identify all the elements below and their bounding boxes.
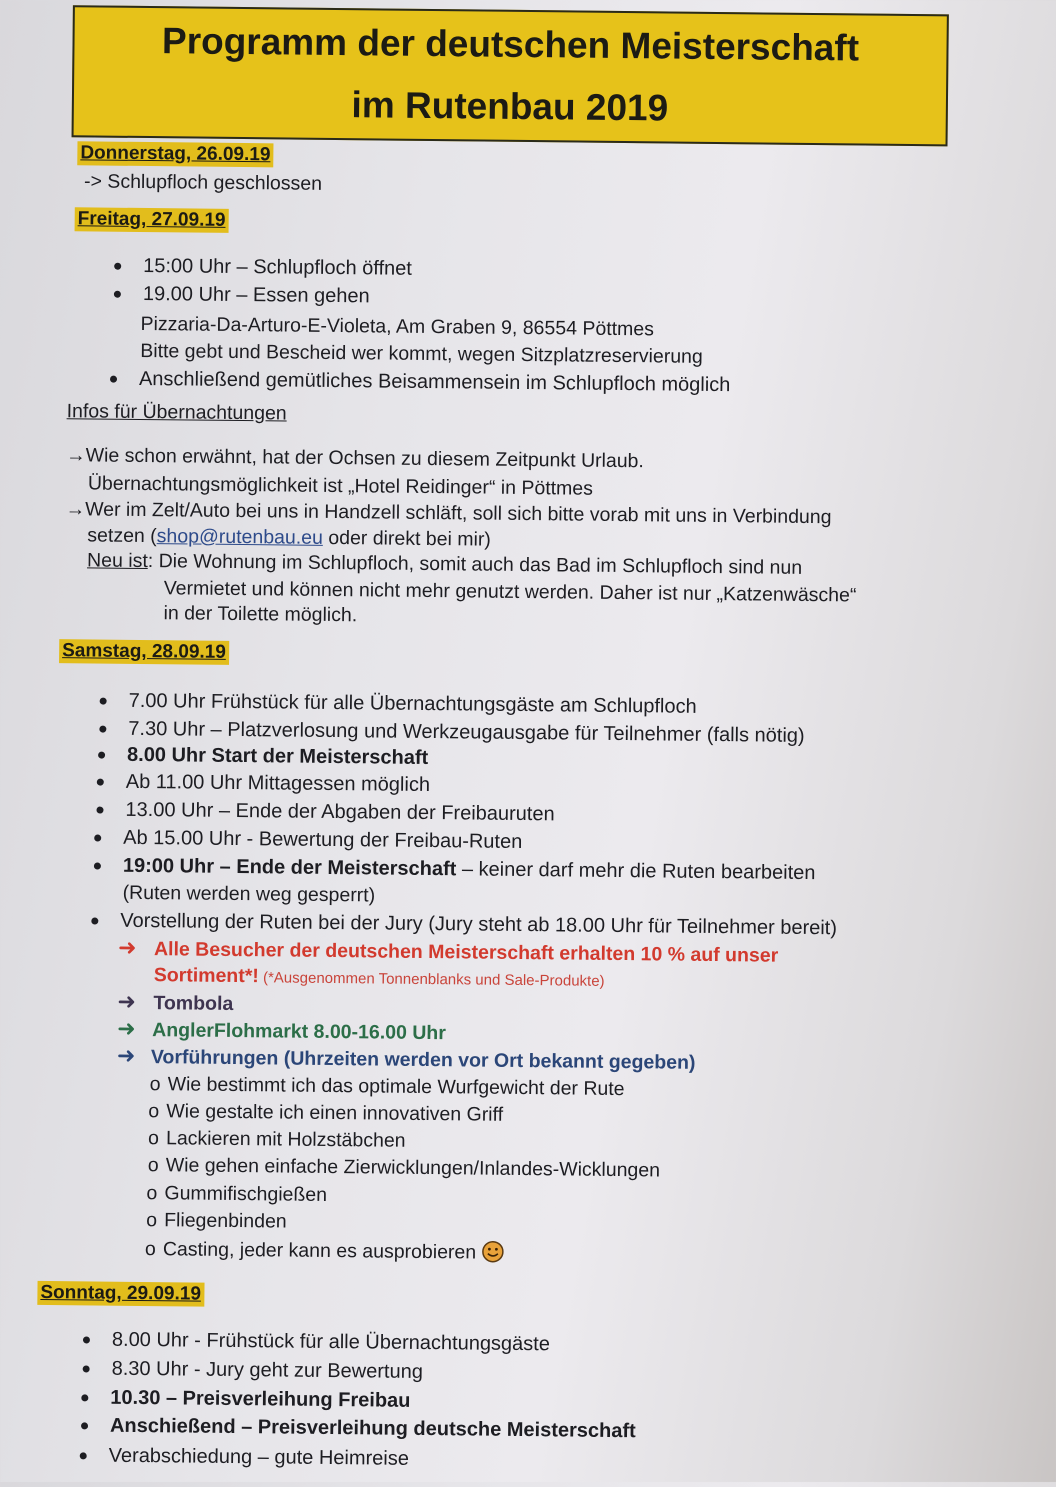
saturday-item: 13.00 Uhr – Ende der Abgaben der Freibauruten <box>125 798 555 826</box>
arrow-right-icon: → <box>65 498 86 521</box>
flohmarkt: AnglerFlohmarkt 8.00-16.00 Uhr <box>152 1019 446 1045</box>
demo-item: o Wie gehen einfache Zierwicklungen/Inlandes-Wicklungen <box>147 1154 661 1182</box>
sunday-item: Verabschiedung – gute Heimreise <box>108 1444 410 1470</box>
discount-note: (*Ausgenommen Tonnenblanks und Sale-Produkte) <box>258 969 605 990</box>
discount-line: Alle Besucher der deutschen Meisterschaft erhalten 10 % auf unser <box>153 938 779 967</box>
saturday-item-end <box>123 854 816 885</box>
friday-item-cont: Bitte gebt und Bescheid wer kommt, wegen Sitzplatzreservierung <box>140 339 703 368</box>
sunday-item: Anschießend – Preisverleihung deutsche Meisterschaft <box>109 1414 636 1443</box>
sunday-item: 8.00 Uhr - Frühstück für alle Übernachtungsgäste <box>111 1328 551 1356</box>
demo-text: Wie gehen einfache Zierwicklungen/Inlandes-Wicklungen <box>165 1154 661 1182</box>
infos-arrow-1-cont: Übernachtungsmöglichkeit ist „Hotel Reidinger“ in Pöttmes <box>87 472 594 500</box>
demo-item: o Gummifischgießen <box>146 1182 328 1206</box>
saturday-item: Ab 11.00 Uhr Mittagessen möglich <box>125 770 431 797</box>
demo-text: Fliegenbinden <box>164 1209 287 1233</box>
vorfuehrungen: Vorführungen (Uhrzeiten werden vor Ort bekannt gegeben) <box>150 1046 696 1074</box>
date-friday: Freitag, 27.09.19 <box>75 207 229 233</box>
title-line-2: im Rutenbau 2019 <box>351 84 669 129</box>
email-link[interactable]: shop@rutenbau.eu <box>156 525 324 549</box>
demo-text: Lackieren mit Holzstäbchen <box>165 1127 406 1152</box>
sunday-item: 10.30 – Preisverleihung Freibau <box>110 1386 411 1412</box>
discount-line-cont <box>154 963 605 994</box>
arrow-right-icon: → <box>66 444 86 467</box>
demo-item: o Wie bestimmt ich das optimale Wurfgewicht der Rute <box>149 1073 625 1101</box>
sunday-item: 8.30 Uhr - Jury geht zur Bewertung <box>111 1357 424 1383</box>
demo-item: o Wie gestalte ich einen innovativen Griff <box>148 1100 504 1126</box>
date-thursday: Donnerstag, 26.09.19 <box>77 141 273 167</box>
friday-item: 15:00 Uhr – Schlupfloch öffnet <box>143 254 412 280</box>
infos-text: Wer im Zelt/Auto bei uns in Handzell schläft, soll sich bitte vorab mit uns in Verbindung <box>85 498 832 529</box>
infos-arrow-1 <box>66 443 644 473</box>
saturday-item-cont: (Ruten werden weg gesperrt) <box>122 881 376 907</box>
neu-label: Neu ist <box>86 549 148 573</box>
demo-item: o Casting, jeder kann es ausprobieren <box>145 1237 505 1265</box>
saturday-item: Ab 15.00 Uhr - Bewertung der Freibau-Ruten <box>123 826 523 853</box>
demo-item: o Fliegenbinden <box>146 1209 287 1233</box>
demo-text: Casting, jeder kann es ausprobieren <box>162 1238 477 1264</box>
friday-item: Anschließend gemütliches Beisammensein im Schlupfloch möglich <box>138 367 731 397</box>
saturday-item-jury: Vorstellung der Ruten bei der Jury (Jury steht ab 18.00 Uhr für Teilnehmer bereit) <box>120 909 838 940</box>
arrow-right-icon: ➜ <box>117 1015 136 1041</box>
friday-item: 19.00 Uhr – Essen gehen <box>142 282 370 308</box>
saturday-item: 8.00 Uhr Start der Meisterschaft <box>126 743 429 769</box>
infos-arrow-2-cont <box>87 523 491 551</box>
title-box <box>72 5 949 146</box>
discount-text: Sortiment*! <box>153 964 259 988</box>
infos-text: oder direkt bei mir) <box>322 526 491 551</box>
arrow-right-icon: ➜ <box>117 988 137 1014</box>
arrow-right-icon: ➜ <box>116 1042 136 1068</box>
infos-text: setzen ( <box>87 524 157 548</box>
infos-neu-cont: in der Toilette möglich. <box>163 602 358 627</box>
infos-neu-cont: Vermietet und können nicht mehr genutzt werden. Daher ist nur „Katzenwäsche“ <box>163 577 857 607</box>
infos-heading: Infos für Übernachtungen <box>66 400 287 425</box>
demo-text: Wie gestalte ich einen innovativen Griff <box>166 1100 504 1126</box>
demo-text: Gummifischgießen <box>164 1182 328 1206</box>
infos-neu <box>87 548 802 579</box>
infos-text: : Die Wohnung im Schlupfloch, somit auch das Bad im Schlupfloch sind nun <box>147 550 803 579</box>
demo-item: o Lackieren mit Holzstäbchen <box>147 1127 406 1152</box>
smiley-icon <box>482 1241 504 1263</box>
date-saturday: Samstag, 28.09.19 <box>59 639 229 665</box>
infos-text: Wie schon erwähnt, hat der Ochsen zu diesem Zeitpunkt Urlaub. <box>85 444 644 473</box>
saturday-item: 7.30 Uhr – Platzverlosung und Werkzeugausgabe für Teilnehmer (falls nötig) <box>128 717 805 747</box>
demo-text: Wie bestimmt ich das optimale Wurfgewicht der Rute <box>167 1073 625 1101</box>
thursday-note: -> Schlupfloch geschlossen <box>83 170 323 195</box>
date-sunday: Sonntag, 29.09.19 <box>37 1281 204 1307</box>
end-bold: 19:00 Uhr – Ende der Meisterschaft <box>122 854 457 881</box>
title-line-1: Programm der deutschen Meisterschaft <box>161 20 860 69</box>
tombola: Tombola <box>153 992 234 1015</box>
friday-item-cont: Pizzaria-Da-Arturo-E-Violeta, Am Graben 9, 86554 Pöttmes <box>140 312 655 341</box>
arrow-right-icon: ➜ <box>117 934 137 960</box>
saturday-item: 7.00 Uhr Frühstück für alle Übernachtungsgäste am Schlupfloch <box>128 689 697 718</box>
end-rest: – keiner darf mehr die Ruten bearbeiten <box>456 858 816 885</box>
